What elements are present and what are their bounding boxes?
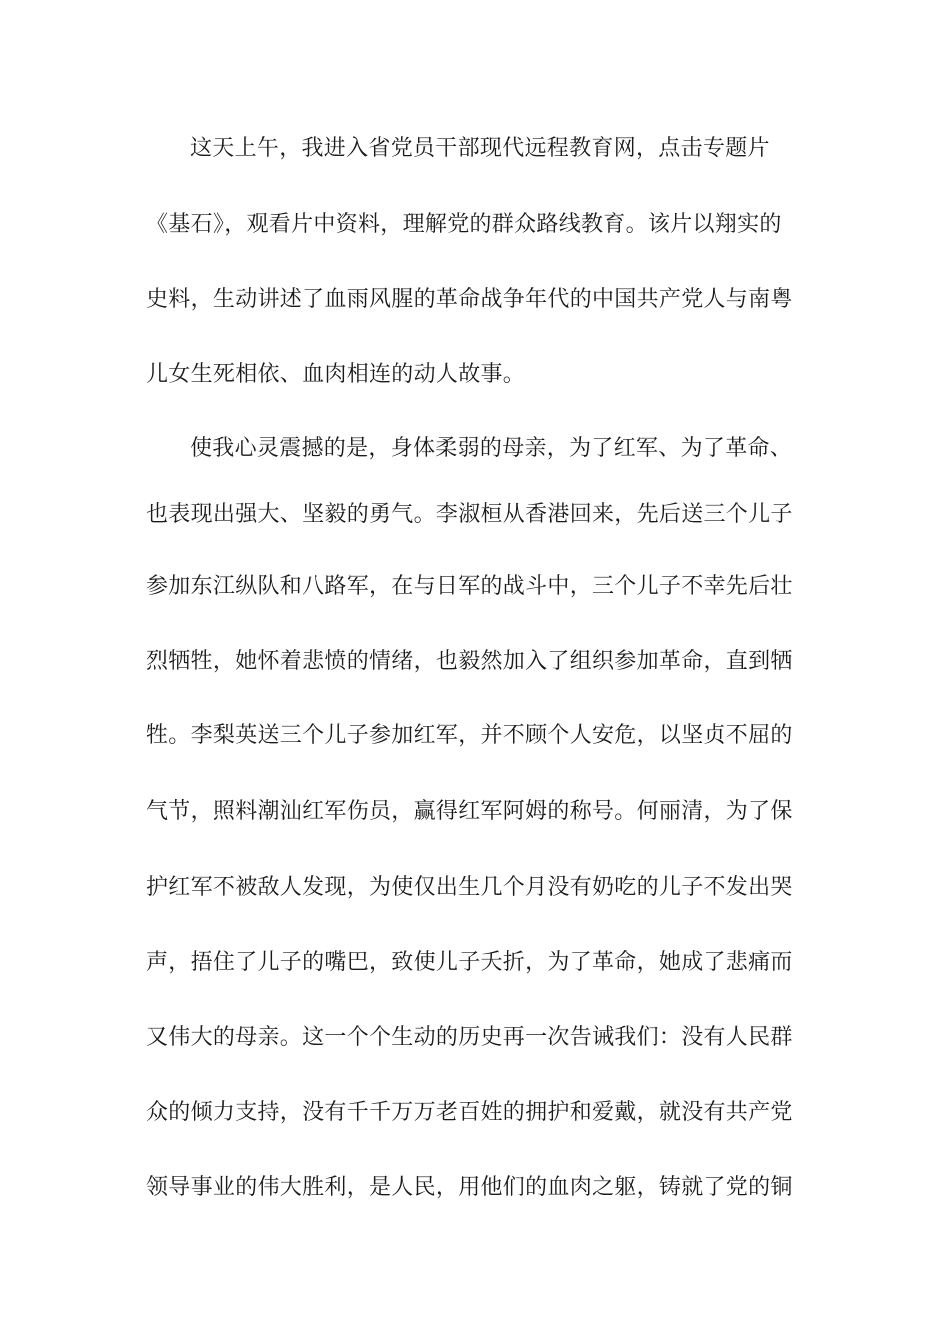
paragraph-2-line-3: 参加东江纵队和八路军，在与日军的战斗中，三个儿子不幸先后壮 <box>146 574 793 599</box>
paragraph-1-line-1: 这天上午，我进入省党员干部现代远程教育网，点击专题片 <box>190 136 770 161</box>
paragraph-2-line-4: 烈牺牲，她怀着悲愤的情绪，也毅然加入了组织参加革命，直到牺 <box>146 649 793 674</box>
paragraph-2-line-7: 护红军不被敌人发现，为使仅出生几个月没有奶吃的儿子不发出哭 <box>146 875 793 900</box>
paragraph-2-line-8: 声，捂住了儿子的嘴巴，致使儿子夭折，为了革命，她成了悲痛而 <box>146 950 793 975</box>
paragraph-2-line-10: 众的倾力支持，没有千千万万老百姓的拥护和爱戴，就没有共产党 <box>146 1100 793 1125</box>
paragraph-1-line-4: 儿女生死相依、血肉相连的动人故事。 <box>146 362 526 387</box>
paragraph-2-line-9: 又伟大的母亲。这一个个生动的历史再一次告诫我们：没有人民群 <box>146 1025 793 1050</box>
paragraph-2-line-1: 使我心灵震撼的是，身体柔弱的母亲，为了红军、为了革命、 <box>190 436 793 461</box>
paragraph-1-line-3: 史料，生动讲述了血雨风腥的革命战争年代的中国共产党人与南粤 <box>146 287 793 312</box>
paragraph-2-line-6: 气节，照料潮汕红军伤员，赢得红军阿姆的称号。何丽清，为了保 <box>146 799 793 824</box>
paragraph-2-line-11: 领导事业的伟大胜利，是人民，用他们的血肉之躯，铸就了党的铜 <box>146 1175 793 1200</box>
paragraph-1-line-2: 《基石》，观看片中资料，理解党的群众路线教育。该片以翔实的 <box>146 212 782 237</box>
paragraph-2-line-5: 牲。李梨英送三个儿子参加红军，并不顾个人安危，以坚贞不屈的 <box>146 723 793 748</box>
paragraph-2-line-2: 也表现出强大、坚毅的勇气。李淑桓从香港回来，先后送三个儿子 <box>146 502 793 527</box>
